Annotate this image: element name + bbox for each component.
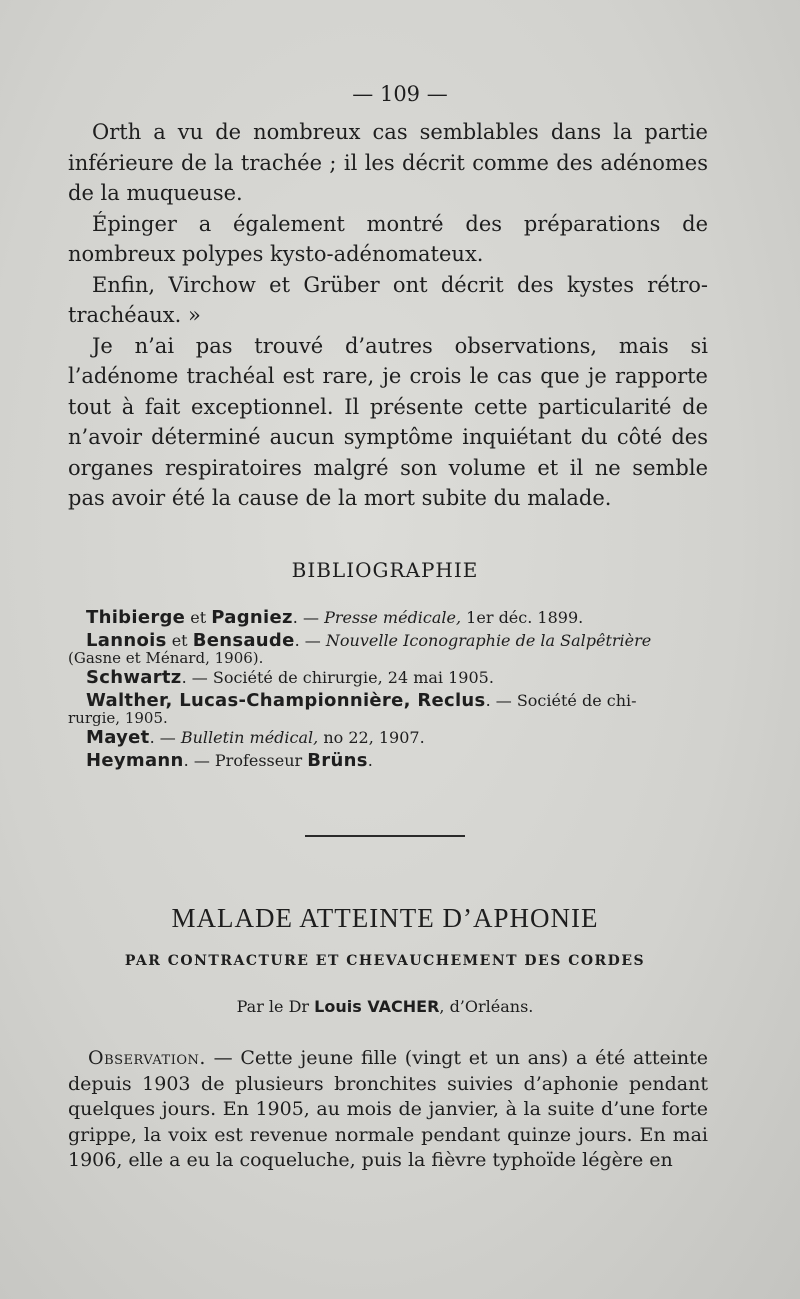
body-text: [68, 117, 708, 514]
source-title: Bulletin médical,: [180, 728, 319, 747]
paragraph: Orth a vu de nombreux cas semblables dans la partie inférieure de la trachée ; il les décrit comme des adénomes de la muqueuse.: [68, 120, 708, 205]
citation-continuation: rurgie, 1905.: [68, 709, 168, 727]
byline-suffix: , d’Orléans.: [439, 997, 534, 1016]
paragraph: Je n’ai pas trouvé d’autres observations, mais si l’adénome trachéal est rare, je crois le cas que je rapporte tout à fait exceptionnel. Il présente cette particularité de n’avoir déterminé aucun symptôme inquiétant du côté des organes respiratoires malgré son volume et il ne semble pas avoir été la cause de la mort subite du malade.: [68, 333, 708, 510]
citation-detail: Société de chirurgie, 24 mai 1905.: [212, 668, 494, 687]
author: Brüns: [307, 750, 368, 771]
observation-paragraph: [68, 1046, 708, 1174]
author-name: Louis VACHER: [314, 997, 440, 1016]
citation-detail: no 22, 1907.: [318, 728, 425, 747]
observation-section: [68, 1046, 708, 1174]
page-number: — 109 —: [352, 82, 448, 106]
bibliography-entry: [68, 631, 708, 665]
joiner: et: [166, 631, 193, 650]
citation-detail: Société de chi-: [516, 691, 637, 710]
section-divider: [305, 835, 465, 837]
author: Bensaude: [192, 630, 295, 651]
observation-text: — Cette jeune fille (vingt et un ans) a été atteinte depuis 1903 de plusieurs bronchites suivies d’aphonie pendant quelques jours. En 1905, au mois de janvier, à la suite d’une forte grippe, la voix est revenue normale pendant quinze jours. En mai 1906, elle a eu la coqueluche, puis la fièvre typhoïde légère en: [68, 1047, 708, 1171]
bibliography-entry: [68, 668, 708, 688]
joiner: et: [185, 608, 212, 627]
separator: . —: [149, 728, 181, 747]
separator: . —: [181, 668, 213, 687]
author: Walther, Lucas-Championnière, Reclus: [86, 690, 486, 711]
citation-continuation: (Gasne et Ménard, 1906).: [68, 649, 264, 667]
bibliography-heading: BIBLIOGRAPHIE: [291, 558, 479, 582]
bibliography-list: [68, 608, 708, 774]
author: Heymann: [86, 750, 184, 771]
separator: . —: [294, 631, 326, 650]
author: Pagniez: [211, 607, 293, 628]
bibliography-entry: [68, 751, 708, 771]
citation-detail: 1er déc. 1899.: [461, 608, 584, 627]
byline-prefix: Par le Dr: [236, 997, 315, 1016]
bibliography-entry: [68, 728, 708, 748]
source-title: Presse médicale,: [324, 608, 462, 627]
bibliography-entry: [68, 608, 708, 628]
article-subtitle: PAR CONTRACTURE ET CHEVAUCHEMENT DES CORDES: [124, 953, 646, 969]
citation-detail: Professeur: [214, 751, 308, 770]
author: Lannois: [86, 630, 167, 651]
separator: . —: [292, 608, 325, 627]
separator: . —: [485, 691, 517, 710]
author: Schwartz: [86, 667, 182, 688]
trailing-punctuation: .: [367, 751, 373, 770]
observation-label: Observation.: [88, 1047, 206, 1069]
article-byline: [0, 997, 770, 1016]
source-title: Nouvelle Iconographie de la Salpêtrière: [325, 631, 652, 650]
bibliography-entry: [68, 691, 708, 725]
author: Thibierge: [86, 607, 186, 628]
separator: . —: [183, 751, 215, 770]
author: Mayet: [86, 727, 150, 748]
article-title: MALADE ATTEINTE D’APHONIE: [171, 903, 599, 933]
paragraph: Épinger a également montré des préparations de nombreux polypes kysto-adénomateux.: [68, 211, 708, 266]
paragraph: Enfin, Virchow et Grüber ont décrit des kystes rétro-trachéaux. »: [68, 272, 708, 327]
